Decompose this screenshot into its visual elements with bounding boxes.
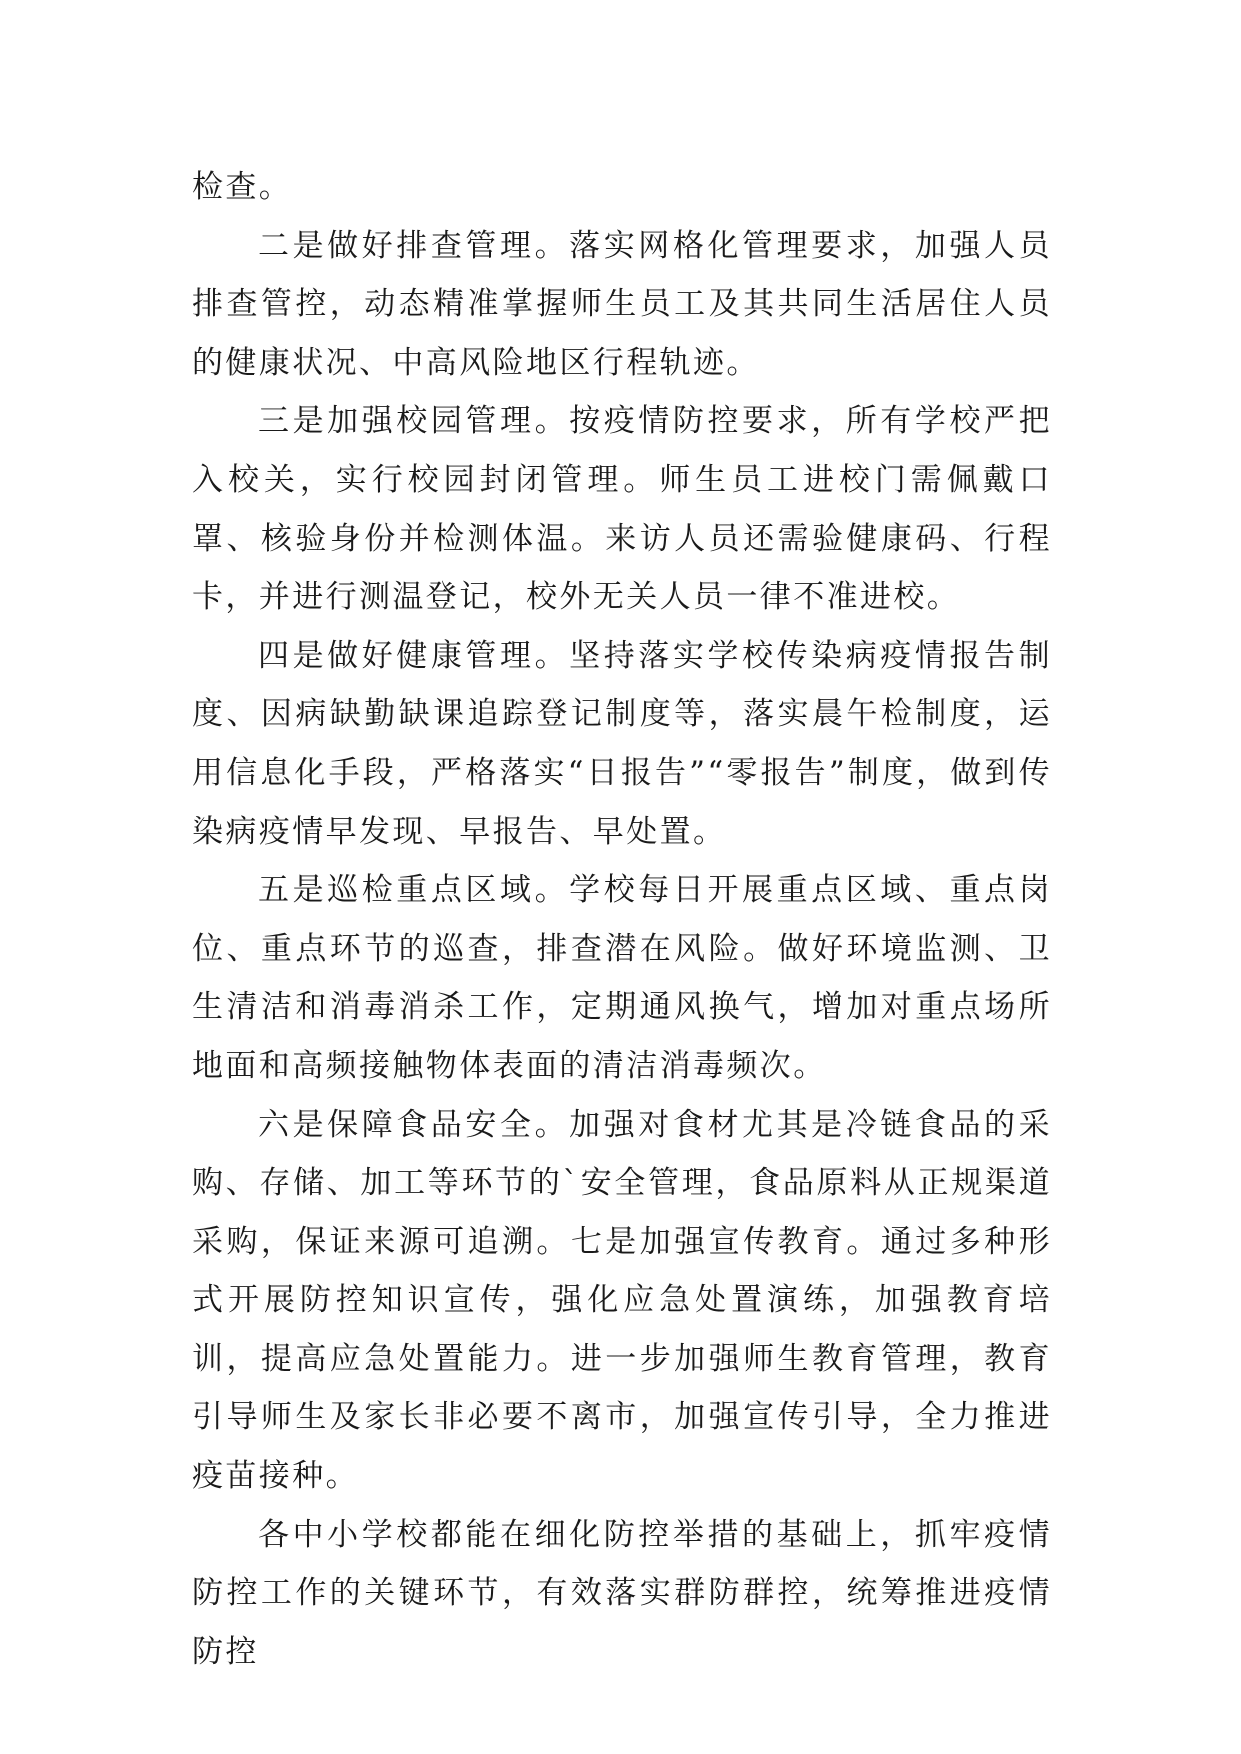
paragraph-key-area-inspection: 五是巡检重点区域。学校每日开展重点区域、重点岗位、重点环节的巡查，排查潜在风险。做好环境监测、卫生清洁和消毒消杀工作，定期通风换气，增加对重点场所地面和高频接触物体表面的清洁消毒频次。	[192, 872, 1052, 1084]
paragraph-health-management: 四是做好健康管理。坚持落实学校传染病疫情报告制度、因病缺勤缺课追踪登记制度等，落实晨午检制度，运用信息化手段，严格落实“日报告”“零报告”制度，做到传染病疫情早发现、早报告、早处置。	[192, 637, 1052, 850]
paragraph-summary: 各中小学校都能在细化防控举措的基础上，抓牢疫情防控工作的关键环节，有效落实群防群控，统筹推进疫情防控	[192, 1516, 1052, 1670]
paragraph-screening-management: 二是做好排查管理。落实网格化管理要求，加强人员排查管控，动态精准掌握师生员工及其共同生活居住人员的健康状况、中高风险地区行程轨迹。	[192, 227, 1052, 381]
paragraph-continuation: 检查。	[192, 169, 293, 205]
paragraph-campus-management: 三是加强校园管理。按疫情防控要求，所有学校严把入校关，实行校园封闭管理。师生员工进校门需佩戴口罩、核验身份并检测体温。来访人员还需验健康码、行程卡，并进行测温登记，校外无关人员一律不准进校。	[192, 403, 1052, 616]
paragraph-food-safety: 六是保障食品安全。加强对食材尤其是冷链食品的采购、存储、加工等环节的`安全管理，食品原料从正规渠道采购，保证来源可追溯。七是加强宣传教育。通过多种形式开展防控知识宣传，强化应急处置演练，加强教育培训，提高应急处置能力。进一步加强师生教育管理，教育引导师生及家长非必要不离市，加强宣传引导，全力推进疫苗接种。	[192, 1106, 1052, 1495]
document-body	[192, 158, 1052, 1681]
